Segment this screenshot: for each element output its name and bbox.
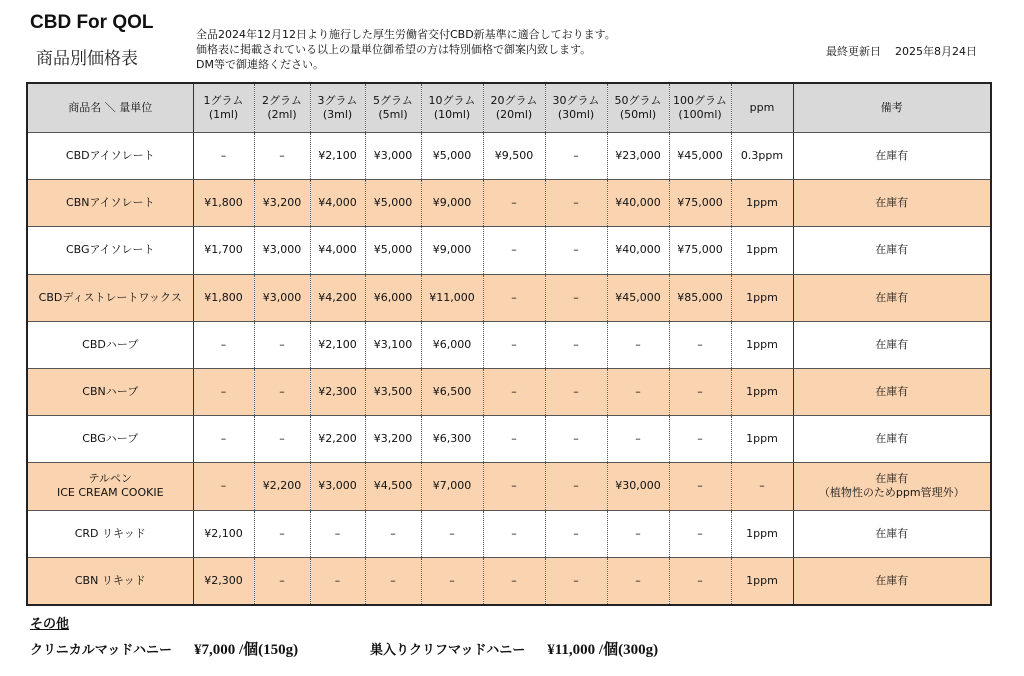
price-cell: – — [669, 557, 731, 605]
table-row — [27, 274, 991, 321]
price-cell: – — [193, 463, 254, 510]
price-cell: ¥6,300 — [421, 416, 483, 463]
price-cell: – — [607, 510, 669, 557]
price-cell: ¥9,500 — [483, 133, 545, 180]
price-cell: ¥5,000 — [421, 133, 483, 180]
price-cell: – — [607, 321, 669, 368]
header-quantity — [421, 83, 483, 133]
price-cell: ¥3,500 — [365, 368, 421, 415]
price-cell: – — [607, 368, 669, 415]
ppm-cell: 0.3ppm — [731, 133, 793, 180]
header-label: 50グラム — [614, 94, 662, 107]
price-cell: – — [365, 510, 421, 557]
price-cell: ¥4,000 — [310, 227, 365, 274]
product-name-cell — [27, 557, 193, 605]
ppm-cell: 1ppm — [731, 557, 793, 605]
product-name: CBN リキッド — [74, 573, 146, 587]
header-unit: (2ml) — [267, 108, 297, 121]
last-updated-date: 2025年8月24日 — [895, 45, 977, 58]
header-quantity — [483, 83, 545, 133]
header-unit: (30ml) — [557, 108, 595, 121]
ppm-cell: 1ppm — [731, 180, 793, 227]
price-cell: – — [483, 274, 545, 321]
product-name: ICE CREAM COOKIE — [56, 486, 164, 500]
price-cell: – — [421, 510, 483, 557]
price-cell: ¥3,000 — [310, 463, 365, 510]
remark-text: 在庫有 — [875, 196, 909, 210]
price-cell: ¥45,000 — [669, 133, 731, 180]
price-cell: – — [193, 368, 254, 415]
price-cell: – — [607, 557, 669, 605]
price-cell: – — [669, 321, 731, 368]
ppm-cell: 1ppm — [731, 510, 793, 557]
header-unit: (5ml) — [378, 108, 408, 121]
remark-text: 在庫有 — [875, 290, 909, 304]
header-label: 5グラム — [373, 94, 413, 107]
price-cell: ¥2,100 — [193, 510, 254, 557]
other-item — [370, 638, 658, 659]
price-cell: ¥2,100 — [310, 133, 365, 180]
header-label: 20グラム — [490, 94, 538, 107]
price-cell: – — [254, 133, 310, 180]
header-product-name — [27, 83, 193, 133]
price-cell: ¥4,500 — [365, 463, 421, 510]
notice-line: 全品2024年12月12日より施行した厚生労働省交付CBD新基準に適合しております。 — [196, 28, 616, 41]
price-cell: ¥3,200 — [365, 416, 421, 463]
table-row — [27, 133, 991, 180]
remarks-cell — [793, 463, 991, 510]
ppm-cell: 1ppm — [731, 368, 793, 415]
other-item-name: クリニカルマッドハニー — [30, 643, 172, 658]
price-cell: – — [254, 510, 310, 557]
price-cell: – — [669, 416, 731, 463]
price-cell: ¥5,000 — [365, 227, 421, 274]
other-item — [30, 638, 298, 659]
product-name: CBDディストレートワックス — [38, 290, 182, 304]
price-cell: – — [545, 180, 607, 227]
header-label: 100グラム — [673, 94, 727, 107]
price-cell: ¥75,000 — [669, 180, 731, 227]
table-row — [27, 463, 991, 510]
product-name: CBNアイソレート — [66, 196, 155, 210]
price-cell: – — [310, 510, 365, 557]
product-name: テルペン — [88, 472, 132, 486]
table-row — [27, 227, 991, 274]
price-cell: – — [254, 321, 310, 368]
remark-text: 在庫有 — [875, 337, 909, 351]
header-quantity — [254, 83, 310, 133]
price-cell: – — [254, 557, 310, 605]
product-name-cell — [27, 368, 193, 415]
other-item-price: ¥11,000 /個(300g) — [547, 642, 659, 658]
remarks-cell — [793, 227, 991, 274]
price-cell: – — [607, 416, 669, 463]
price-cell: – — [193, 416, 254, 463]
other-item-price: ¥7,000 /個(150g) — [193, 642, 299, 658]
header-label: 商品名 ＼ 量単位 — [68, 101, 153, 114]
price-cell: – — [254, 368, 310, 415]
price-cell: ¥1,800 — [193, 180, 254, 227]
remarks-cell — [793, 416, 991, 463]
price-cell: – — [193, 321, 254, 368]
header-quantity — [193, 83, 254, 133]
table-header-row — [27, 83, 991, 133]
header-label: 2グラム — [262, 94, 302, 107]
remarks-cell — [793, 180, 991, 227]
price-cell: – — [310, 557, 365, 605]
header-label: ppm — [749, 101, 775, 114]
remark-text: 在庫有 — [875, 432, 909, 446]
product-name: CBGハーブ — [82, 432, 139, 446]
price-table — [26, 82, 992, 606]
ppm-cell: – — [731, 463, 793, 510]
price-cell: ¥40,000 — [607, 227, 669, 274]
remarks-cell — [793, 133, 991, 180]
header-label: 10グラム — [428, 94, 476, 107]
remark-text: 在庫有 — [875, 149, 909, 163]
regulation-notice — [196, 27, 616, 72]
header-quantity — [310, 83, 365, 133]
price-cell: – — [483, 368, 545, 415]
header-quantity — [731, 83, 793, 133]
other-item-name: 巣入りクリフマッドハニー — [370, 643, 526, 658]
price-cell: – — [669, 510, 731, 557]
price-cell: ¥5,000 — [365, 180, 421, 227]
product-name-cell — [27, 416, 193, 463]
price-cell: ¥6,000 — [365, 274, 421, 321]
price-cell: ¥1,800 — [193, 274, 254, 321]
header-unit: (3ml) — [322, 108, 353, 121]
page-subtitle: 商品別価格表 — [36, 49, 138, 69]
notice-line: DM等で御連絡ください。 — [196, 58, 324, 71]
header-label: 3グラム — [317, 94, 358, 107]
price-cell: – — [545, 463, 607, 510]
price-cell: – — [483, 463, 545, 510]
header-label: 備考 — [880, 101, 903, 114]
price-cell: ¥3,200 — [254, 180, 310, 227]
ppm-cell: 1ppm — [731, 321, 793, 368]
remark-text: 在庫有 — [875, 385, 909, 399]
header-quantity — [545, 83, 607, 133]
product-name: CBDハーブ — [82, 337, 139, 351]
price-cell: ¥2,200 — [310, 416, 365, 463]
header-unit: (20ml) — [495, 108, 533, 121]
price-cell: – — [254, 416, 310, 463]
product-name-cell — [27, 463, 193, 510]
price-cell: ¥11,000 — [421, 274, 483, 321]
price-cell: ¥75,000 — [669, 227, 731, 274]
product-name-cell — [27, 133, 193, 180]
price-cell: ¥7,000 — [421, 463, 483, 510]
price-cell: – — [193, 133, 254, 180]
product-name: CBGアイソレート — [65, 243, 155, 257]
price-cell: – — [421, 557, 483, 605]
remarks-cell — [793, 510, 991, 557]
header-label: 1グラム — [203, 94, 244, 107]
header-unit: (50ml) — [619, 108, 657, 121]
price-cell: – — [669, 368, 731, 415]
price-cell: ¥6,500 — [421, 368, 483, 415]
product-name: CBDアイソレート — [65, 149, 155, 163]
ppm-cell: 1ppm — [731, 416, 793, 463]
ppm-cell: 1ppm — [731, 274, 793, 321]
price-cell: ¥9,000 — [421, 227, 483, 274]
price-cell: – — [483, 416, 545, 463]
price-cell: ¥3,000 — [254, 227, 310, 274]
price-cell: – — [483, 510, 545, 557]
price-cell: ¥1,700 — [193, 227, 254, 274]
remark-text: 在庫有 — [875, 573, 909, 587]
table-row — [27, 321, 991, 368]
price-cell: ¥6,000 — [421, 321, 483, 368]
price-cell: – — [365, 557, 421, 605]
price-cell: – — [483, 557, 545, 605]
price-cell: – — [545, 416, 607, 463]
price-cell: – — [545, 227, 607, 274]
header-quantity — [669, 83, 731, 133]
price-cell: ¥45,000 — [607, 274, 669, 321]
remarks-cell — [793, 274, 991, 321]
header-quantity — [607, 83, 669, 133]
table-row — [27, 557, 991, 605]
header-unit: (10ml) — [433, 108, 471, 121]
price-cell: ¥4,000 — [310, 180, 365, 227]
table-row — [27, 416, 991, 463]
remarks-cell — [793, 557, 991, 605]
price-cell: – — [545, 557, 607, 605]
price-cell: ¥2,300 — [193, 557, 254, 605]
price-cell: ¥23,000 — [607, 133, 669, 180]
price-cell: – — [545, 368, 607, 415]
product-name-cell — [27, 274, 193, 321]
price-cell: ¥4,200 — [310, 274, 365, 321]
price-cell: ¥40,000 — [607, 180, 669, 227]
remarks-cell — [793, 368, 991, 415]
price-cell: ¥3,000 — [254, 274, 310, 321]
table-row — [27, 180, 991, 227]
ppm-cell: 1ppm — [731, 227, 793, 274]
remark-text: 在庫有 — [875, 472, 909, 486]
price-cell: ¥2,300 — [310, 368, 365, 415]
remark-text: 在庫有 — [875, 243, 909, 257]
price-cell: – — [545, 133, 607, 180]
product-name-cell — [27, 180, 193, 227]
table-row — [27, 368, 991, 415]
product-name-cell — [27, 510, 193, 557]
product-name-cell — [27, 321, 193, 368]
product-name: CBNハーブ — [82, 385, 139, 399]
price-cell: – — [545, 321, 607, 368]
notice-line: 価格表に掲載されている以上の量単位御希望の方は特別価格で御案内致します。 — [196, 43, 592, 56]
price-cell: ¥2,200 — [254, 463, 310, 510]
price-cell: ¥9,000 — [421, 180, 483, 227]
last-updated-label: 最終更新日 — [826, 45, 881, 58]
price-cell: – — [483, 227, 545, 274]
last-updated — [826, 43, 977, 59]
price-cell: ¥2,100 — [310, 321, 365, 368]
price-cell: – — [483, 321, 545, 368]
brand-title: CBD For QOL — [30, 12, 154, 33]
other-section-title: その他 — [30, 617, 70, 632]
price-cell: ¥85,000 — [669, 274, 731, 321]
header-unit: (100ml) — [678, 108, 722, 121]
header-unit: (1ml) — [208, 108, 239, 121]
remarks-cell — [793, 321, 991, 368]
remark-text: （植物性のためppm管理外） — [818, 486, 965, 500]
price-cell: ¥3,100 — [365, 321, 421, 368]
table-row — [27, 510, 991, 557]
price-cell: ¥3,000 — [365, 133, 421, 180]
product-name-cell — [27, 227, 193, 274]
price-cell: – — [545, 274, 607, 321]
price-cell: – — [669, 463, 731, 510]
price-cell: – — [545, 510, 607, 557]
header-label: 30グラム — [552, 94, 600, 107]
header-remarks — [793, 83, 991, 133]
price-cell: ¥30,000 — [607, 463, 669, 510]
price-cell: – — [483, 180, 545, 227]
header-quantity — [365, 83, 421, 133]
product-name: CRD リキッド — [74, 526, 146, 540]
remark-text: 在庫有 — [875, 526, 909, 540]
